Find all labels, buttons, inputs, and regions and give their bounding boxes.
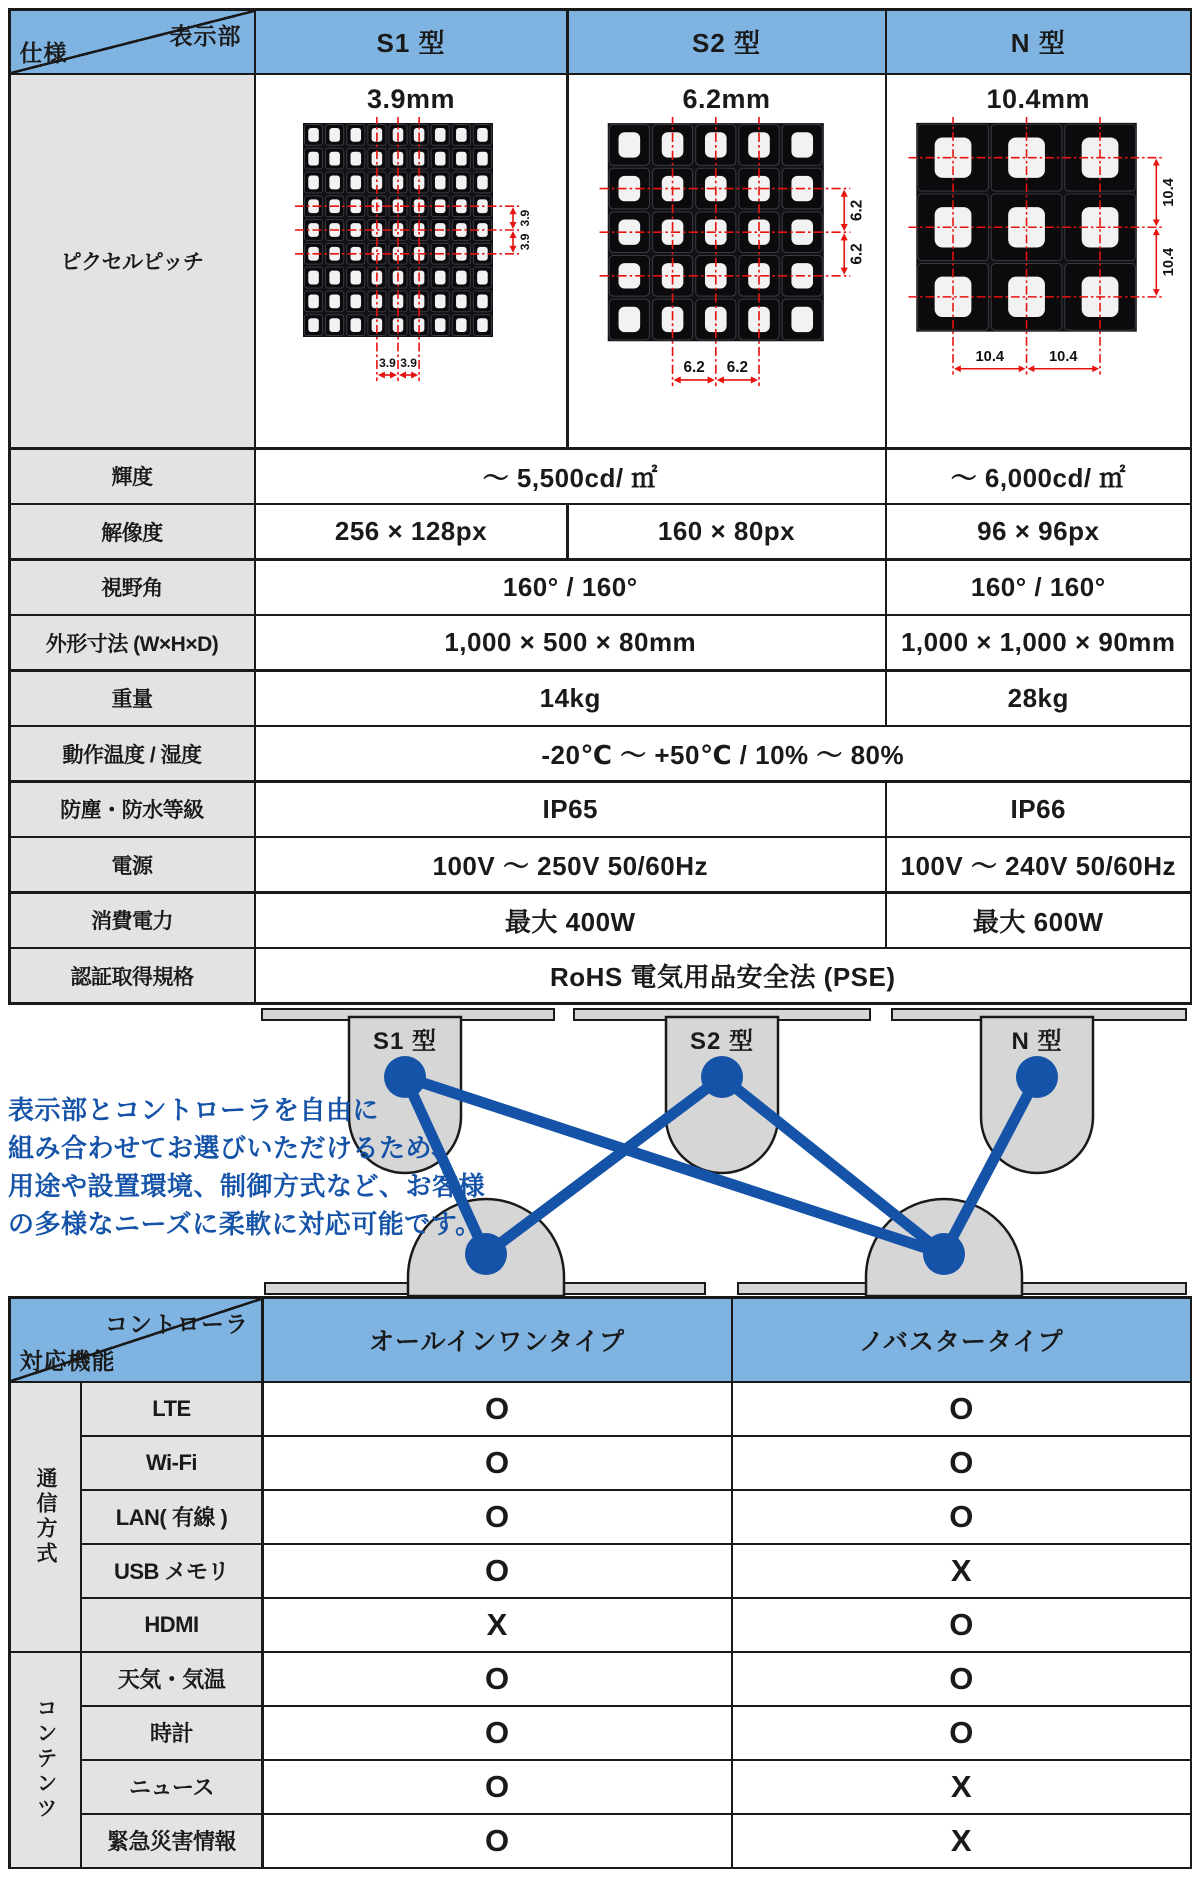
spec-value-cell: 14kg <box>256 672 885 725</box>
supported-mark: O <box>733 1383 1190 1435</box>
supported-mark: O <box>264 1707 731 1759</box>
svg-text:6.2: 6.2 <box>726 358 748 376</box>
combination-description <box>8 1091 608 1243</box>
corner-label-functions: 対応機能 <box>19 1347 116 1374</box>
pixel-pitch-cell-n <box>887 75 1190 447</box>
display-tab-label-s2: S2 型 <box>689 1028 755 1055</box>
spec-col-header-s2: S2 型 <box>569 11 885 73</box>
row-label-pixel-pitch: ピクセルピッチ <box>11 75 254 447</box>
ctrl-row-label: LAN( 有線 ) <box>82 1491 261 1543</box>
spec-row-label: 重量 <box>11 672 254 725</box>
svg-text:10.4: 10.4 <box>1160 247 1177 277</box>
spec-value-cell: 256 × 128px <box>256 505 566 558</box>
spec-row-label: 消費電力 <box>11 894 254 947</box>
pitch-value-s2: 6.2mm <box>682 83 771 114</box>
corner-label-controller: コントローラ <box>105 1310 249 1337</box>
svg-text:3.9: 3.9 <box>400 356 417 370</box>
spec-row-label: 輝度 <box>11 450 254 503</box>
supported-mark: O <box>264 1383 731 1435</box>
svg-text:10.4: 10.4 <box>1049 348 1078 365</box>
led-module-image-s1 <box>256 117 566 417</box>
combination-diagram <box>0 1005 1200 1296</box>
spec-value-cell: 96 × 96px <box>887 505 1190 558</box>
ctrl-row-label: USB メモリ <box>82 1545 261 1597</box>
corner-label-display: 表示部 <box>169 22 242 49</box>
supported-mark: O <box>264 1761 731 1813</box>
spec-row-label: 防塵・防水等級 <box>11 783 254 836</box>
spec-value-cell: ～ 6,000cd/ ㎡ <box>887 450 1190 503</box>
ctrl-group-label: コンテンツ <box>11 1653 80 1867</box>
spec-value-cell: 最大 600W <box>887 894 1190 947</box>
display-tab-label-n: N 型 <box>1011 1028 1063 1055</box>
ctrl-row-label: ニュース <box>82 1761 261 1813</box>
ctrl-row-label: Wi-Fi <box>82 1437 261 1489</box>
led-module-image-s2 <box>569 117 885 417</box>
spec-value-cell: 160° / 160° <box>887 561 1190 614</box>
supported-mark: O <box>733 1437 1190 1489</box>
connector-dot <box>701 1056 743 1098</box>
combination-description-line: 組み合わせてお選びいただけるため、 <box>8 1133 458 1163</box>
svg-text:6.2: 6.2 <box>848 243 866 265</box>
spec-row-label: 外形寸法 (W×H×D) <box>11 616 254 669</box>
spec-col-header-s1: S1 型 <box>256 11 566 73</box>
connector-dot <box>923 1233 965 1275</box>
combination-description-line: 用途や設置環境、制御方式など、お客様 <box>8 1171 486 1201</box>
svg-text:3.9: 3.9 <box>518 233 533 251</box>
spec-value-cell: ～ 5,500cd/ ㎡ <box>256 450 885 503</box>
unsupported-mark: X <box>733 1815 1190 1867</box>
pixel-pitch-cell-s2 <box>569 75 885 447</box>
supported-mark: O <box>264 1653 731 1705</box>
spec-value-cell: 160 × 80px <box>569 505 885 558</box>
supported-mark: O <box>264 1437 731 1489</box>
spec-value-cell: 1,000 × 1,000 × 90mm <box>887 616 1190 669</box>
spec-value-cell: 100V ～ 250V 50/60Hz <box>256 838 885 891</box>
spec-corner-cell <box>11 11 254 73</box>
svg-text:3.9: 3.9 <box>518 209 533 227</box>
spec-row-label: 認証取得規格 <box>11 949 254 1002</box>
supported-mark: O <box>264 1491 731 1543</box>
corner-label-spec: 仕様 <box>19 39 68 66</box>
spec-value-cell: 28kg <box>887 672 1190 725</box>
spec-col-header-n: N 型 <box>887 11 1190 73</box>
spec-value-cell: RoHS 電気用品安全法 (PSE) <box>256 949 1190 1002</box>
ctrl-group-label: 通信方式 <box>11 1383 80 1651</box>
svg-text:10.4: 10.4 <box>1160 178 1177 207</box>
ctrl-col-header-allinone: オールインワンタイプ <box>264 1299 731 1381</box>
spec-row-label: 動作温度 / 湿度 <box>11 727 254 780</box>
pitch-value-s1: 3.9mm <box>366 83 456 114</box>
ctrl-corner-cell <box>11 1299 262 1381</box>
unsupported-mark: X <box>733 1761 1190 1813</box>
spec-value-cell: 160° / 160° <box>256 561 885 614</box>
combination-description-line: 表示部とコントローラを自由に <box>8 1095 380 1125</box>
supported-mark: O <box>733 1599 1190 1651</box>
spec-row-label: 電源 <box>11 838 254 891</box>
spec-value-cell: 1,000 × 500 × 80mm <box>256 616 885 669</box>
spec-value-cell: 100V ～ 240V 50/60Hz <box>887 838 1190 891</box>
svg-text:6.2: 6.2 <box>683 358 705 376</box>
pixel-pitch-cell-s1 <box>256 75 566 447</box>
spec-value-cell: IP66 <box>887 783 1190 836</box>
supported-mark: O <box>733 1491 1190 1543</box>
svg-text:3.9: 3.9 <box>379 356 396 370</box>
ctrl-row-label: LTE <box>82 1383 261 1435</box>
ctrl-col-header-novastar: ノバスタータイプ <box>733 1299 1190 1381</box>
svg-text:6.2: 6.2 <box>848 199 866 221</box>
ctrl-row-label: 時計 <box>82 1707 261 1759</box>
ctrl-row-label: HDMI <box>82 1599 261 1651</box>
spec-row-label: 解像度 <box>11 505 254 558</box>
spec-value-cell: -20℃ ～ +50℃ / 10% ～ 80% <box>256 727 1190 780</box>
unsupported-mark: X <box>264 1599 731 1651</box>
ctrl-row-label: 緊急災害情報 <box>82 1815 261 1867</box>
pitch-value-n: 10.4mm <box>986 83 1091 114</box>
svg-text:10.4: 10.4 <box>975 348 1005 365</box>
spec-value-cell: 最大 400W <box>256 894 885 947</box>
combination-description-line: の多様なニーズに柔軟に対応可能です。 <box>8 1209 482 1239</box>
display-spec-table <box>8 8 1192 1005</box>
supported-mark: O <box>264 1815 731 1867</box>
supported-mark: O <box>264 1545 731 1597</box>
ctrl-row-label: 天気・気温 <box>82 1653 261 1705</box>
supported-mark: O <box>733 1707 1190 1759</box>
led-module-image-n <box>887 117 1190 417</box>
spec-row-label: 視野角 <box>11 561 254 614</box>
display-tab-label-s1: S1 型 <box>372 1028 438 1055</box>
spec-value-cell: IP65 <box>256 783 885 836</box>
connection-line <box>722 1077 944 1254</box>
supported-mark: O <box>733 1653 1190 1705</box>
connector-dot <box>1016 1056 1058 1098</box>
unsupported-mark: X <box>733 1545 1190 1597</box>
controller-feature-table <box>8 1296 1192 1869</box>
